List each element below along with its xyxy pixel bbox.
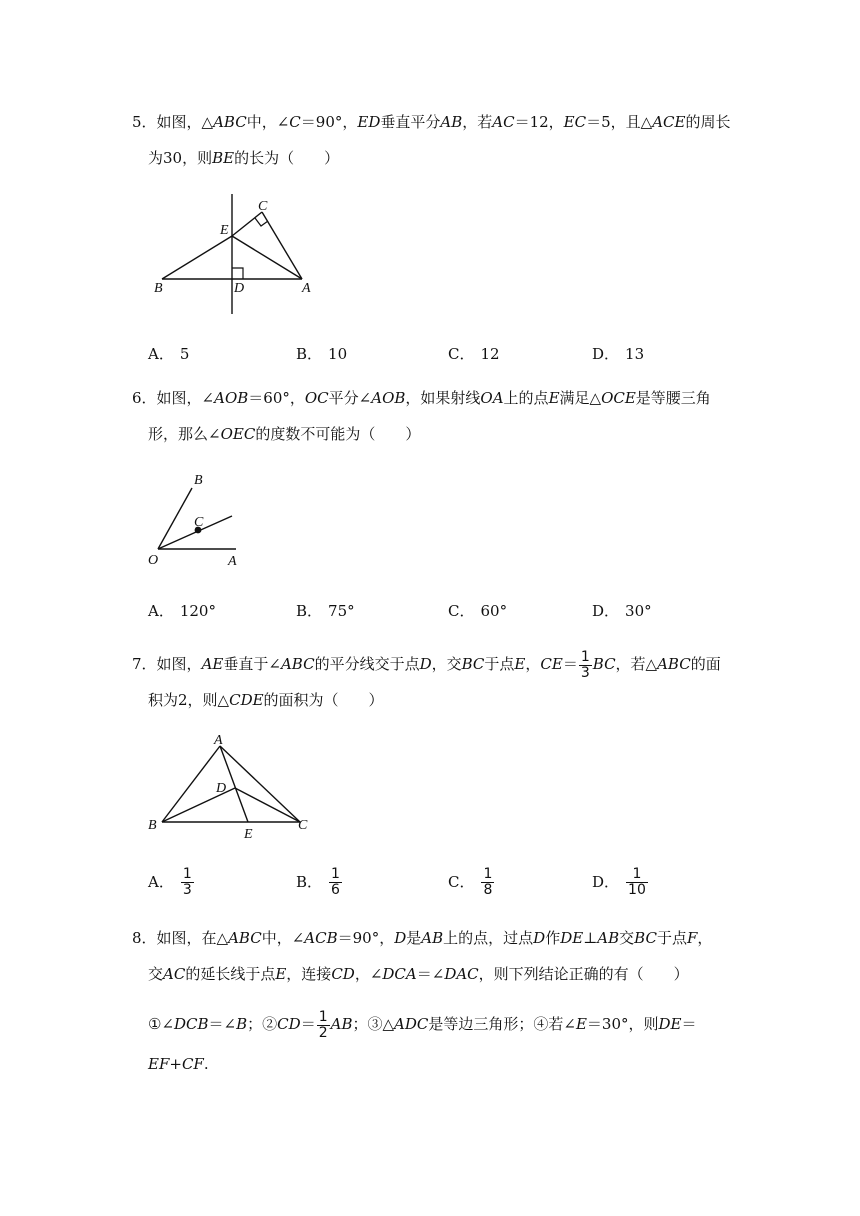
- text-segment: 10: [628, 882, 646, 898]
- text-segment: DE: [560, 929, 584, 947]
- text-segment: ＝∠: [416, 965, 445, 983]
- q6-line-2: [132, 416, 732, 452]
- text-segment: CD: [277, 1015, 301, 1033]
- text-segment: 3: [182, 882, 192, 898]
- text-segment: ，如果射线: [405, 389, 481, 407]
- text-segment: 13: [625, 345, 645, 363]
- q7-label-c: C: [298, 818, 308, 833]
- text-segment: 3: [580, 664, 590, 681]
- text-segment: E: [514, 655, 526, 673]
- text-segment: 为30，则: [148, 149, 213, 167]
- text-segment: BE: [212, 149, 235, 167]
- text-segment: 于点: [656, 929, 687, 947]
- q6-line-1: [132, 380, 732, 416]
- text-segment: 75°: [328, 602, 355, 620]
- text-segment: F: [686, 929, 698, 947]
- text-segment: 垂直平分: [380, 113, 441, 131]
- text-segment: A．: [148, 602, 174, 620]
- q7-options: [148, 864, 748, 904]
- text-segment: B．: [296, 345, 323, 363]
- q8-line-4: [148, 1044, 748, 1084]
- text-segment: 8: [132, 929, 142, 947]
- text-segment: 7: [132, 655, 142, 673]
- text-segment: 的平分线交于点: [314, 655, 420, 673]
- text-segment: 满足△: [559, 389, 602, 407]
- text-segment: ACE: [652, 113, 686, 131]
- text-segment: 形，那么∠: [148, 425, 221, 443]
- text-segment: .: [203, 1055, 209, 1073]
- text-segment: 1: [580, 648, 590, 665]
- text-segment: ．如图，△: [141, 113, 214, 131]
- q5-line-1: [132, 104, 732, 140]
- text-segment: AC: [163, 965, 186, 983]
- text-segment: 的面: [690, 655, 721, 673]
- text-segment: D: [394, 929, 407, 947]
- q6-label-a: A: [228, 554, 237, 569]
- question-8: [132, 920, 732, 992]
- text-segment: 5: [132, 113, 142, 131]
- text-segment: AB: [440, 113, 463, 131]
- text-segment: 120°: [179, 602, 216, 620]
- q6-figure: [140, 468, 260, 572]
- text-segment: ＝: [681, 1015, 697, 1033]
- text-segment: A．: [148, 872, 174, 891]
- text-segment: ，交: [431, 655, 462, 673]
- text-segment: OC: [304, 389, 329, 407]
- text-segment: ，若△: [615, 655, 658, 673]
- text-segment: 1: [626, 867, 648, 883]
- text-segment: 1: [318, 1008, 328, 1025]
- text-segment: +: [169, 1055, 182, 1073]
- text-segment: 的周长: [685, 113, 731, 131]
- text-segment: B．: [296, 602, 323, 620]
- q8-statements: [148, 1004, 748, 1084]
- text-segment: AOB: [371, 389, 406, 407]
- text-segment: B．: [296, 872, 323, 891]
- q7-option-c[interactable]: [448, 867, 495, 898]
- text-segment: D．: [592, 872, 620, 891]
- text-segment: ＝∠: [208, 1015, 237, 1033]
- text-segment: C: [289, 113, 301, 131]
- text-segment: 交: [619, 929, 635, 947]
- text-segment: 5: [179, 345, 190, 363]
- text-segment: DE: [658, 1015, 682, 1033]
- text-segment: 的度数不可能为（ ）: [255, 425, 421, 443]
- text-segment: E: [275, 965, 287, 983]
- q5-option-d[interactable]: [592, 343, 644, 364]
- text-segment: 上的点: [503, 389, 549, 407]
- text-segment: BC: [592, 655, 616, 673]
- text-segment: AC: [492, 113, 515, 131]
- text-segment: 12: [480, 345, 500, 363]
- text-segment: 的长为（ ）: [234, 149, 340, 167]
- q7-label-e: E: [244, 827, 253, 842]
- q7-option-a[interactable]: [148, 867, 195, 898]
- text-segment: C．: [448, 872, 475, 891]
- text-segment: EF: [148, 1055, 170, 1073]
- q5-line-2: [132, 140, 732, 176]
- q5-label-b: B: [154, 281, 163, 296]
- text-segment: ．如图，: [141, 655, 202, 673]
- q8-line-3: [148, 1004, 748, 1044]
- text-segment: ，若: [462, 113, 493, 131]
- q7-line-2: [132, 682, 732, 718]
- text-segment: 于点: [484, 655, 515, 673]
- q7-fraction: [579, 650, 592, 681]
- text-segment: AB: [421, 929, 444, 947]
- text-segment: BC: [461, 655, 485, 673]
- text-segment: 30°: [625, 602, 652, 620]
- text-segment: ＝90°，: [300, 113, 358, 131]
- text-segment: DAC: [444, 965, 479, 983]
- text-segment: ABC: [280, 655, 315, 673]
- text-segment: 上的点，过点: [443, 929, 534, 947]
- text-segment: 交: [148, 965, 164, 983]
- text-segment: 中，∠: [261, 929, 305, 947]
- text-segment: ，: [525, 655, 541, 673]
- text-segment: ⊥: [583, 929, 598, 947]
- text-segment: OCE: [601, 389, 636, 407]
- q5-option-c[interactable]: [448, 343, 500, 364]
- q7-option-b[interactable]: [296, 867, 343, 898]
- text-segment: 作: [545, 929, 561, 947]
- text-segment: B: [236, 1015, 248, 1033]
- text-segment: E: [575, 1015, 587, 1033]
- text-segment: BC: [634, 929, 657, 947]
- text-segment: ＝90°，: [337, 929, 395, 947]
- text-segment: 的面积为（ ）: [263, 691, 384, 709]
- q8-line-1: [132, 920, 732, 956]
- text-segment: 60°: [480, 602, 508, 620]
- text-segment: AB: [330, 1015, 353, 1033]
- q7-label-a: A: [214, 733, 223, 748]
- text-segment: 的延长线于点: [185, 965, 276, 983]
- text-segment: 中，∠: [246, 113, 290, 131]
- q6-option-c[interactable]: [448, 600, 507, 621]
- q5-option-b[interactable]: [296, 343, 347, 364]
- text-segment: EC: [563, 113, 587, 131]
- text-segment: CE: [540, 655, 563, 673]
- text-segment: 1: [182, 866, 192, 882]
- text-segment: D．: [592, 345, 620, 363]
- text-segment: OEC: [220, 425, 256, 443]
- text-segment: CF: [181, 1055, 204, 1073]
- text-segment: ，连接: [286, 965, 332, 983]
- q5-option-a[interactable]: [148, 343, 189, 364]
- text-segment: C．: [448, 602, 475, 620]
- text-segment: 8: [483, 882, 493, 898]
- text-segment: ；②: [247, 1015, 278, 1033]
- text-segment: ACB: [304, 929, 338, 947]
- q5-label-e: E: [220, 223, 229, 238]
- text-segment: ，: [697, 929, 713, 947]
- text-segment: 是: [406, 929, 422, 947]
- text-segment: ＝12，: [514, 113, 564, 131]
- text-segment: OA: [480, 389, 504, 407]
- q6-option-a[interactable]: [148, 600, 216, 621]
- text-segment: ABC: [213, 113, 247, 131]
- q7-label-d: D: [216, 781, 227, 796]
- q5-label-d: D: [234, 281, 245, 296]
- text-segment: C．: [448, 345, 475, 363]
- q5-options: [148, 343, 748, 373]
- text-segment: AOB: [214, 389, 249, 407]
- q6-option-b[interactable]: [296, 600, 355, 621]
- text-segment: ＝60°，: [248, 389, 305, 407]
- text-segment: ；③△: [352, 1015, 395, 1033]
- text-segment: ①∠: [148, 1015, 175, 1033]
- question-6: [132, 380, 732, 452]
- question-5: [132, 104, 732, 176]
- q6-options: [148, 600, 748, 630]
- q7-line-1: [132, 646, 732, 682]
- text-segment: ，∠: [354, 965, 383, 983]
- text-segment: AE: [201, 655, 224, 673]
- text-segment: ABC: [657, 655, 691, 673]
- text-segment: ABC: [228, 929, 262, 947]
- q6-label-c: C: [194, 515, 204, 530]
- text-segment: ＝30°，则: [586, 1015, 659, 1033]
- text-segment: ．如图，∠: [141, 389, 215, 407]
- text-segment: ＝5，且△: [586, 113, 653, 131]
- text-segment: 1: [331, 866, 340, 882]
- q8-line-2: [132, 956, 732, 992]
- q7-figure: [140, 734, 340, 844]
- q6-label-o: O: [148, 553, 159, 568]
- q5-figure: [140, 188, 340, 320]
- q6-label-b: B: [194, 473, 203, 488]
- text-segment: A．: [148, 345, 174, 363]
- text-segment: D．: [592, 602, 620, 620]
- text-segment: DCB: [174, 1015, 209, 1033]
- text-segment: 垂直于∠: [223, 655, 281, 673]
- q5-label-a: A: [302, 281, 311, 296]
- text-segment: ，则下列结论正确的有（ ）: [478, 965, 689, 983]
- text-segment: 10: [328, 345, 348, 363]
- q8-fraction: [317, 1010, 330, 1041]
- text-segment: ．如图，在△: [141, 929, 229, 947]
- text-segment: D: [419, 655, 432, 673]
- text-segment: 平分∠: [328, 389, 372, 407]
- question-7: [132, 646, 732, 718]
- text-segment: 积为2，则△: [148, 691, 230, 709]
- text-segment: 是等腰三角: [635, 389, 711, 407]
- text-segment: DCA: [382, 965, 417, 983]
- text-segment: 6: [331, 882, 340, 898]
- text-segment: ED: [357, 113, 381, 131]
- q7-label-b: B: [148, 818, 157, 833]
- text-segment: CD: [331, 965, 355, 983]
- text-segment: 1: [483, 866, 493, 882]
- text-segment: ＝: [562, 655, 578, 673]
- text-segment: 6: [132, 389, 142, 407]
- text-segment: 2: [318, 1024, 328, 1041]
- text-segment: AB: [597, 929, 620, 947]
- text-segment: CDE: [229, 691, 264, 709]
- text-segment: D: [533, 929, 546, 947]
- text-segment: 是等边三角形；④若∠: [428, 1015, 576, 1033]
- q5-label-c: C: [258, 199, 268, 214]
- text-segment: ADC: [394, 1015, 429, 1033]
- q6-option-d[interactable]: [592, 600, 652, 621]
- text-segment: ＝: [300, 1015, 316, 1033]
- text-segment: E: [548, 389, 560, 407]
- q7-option-d[interactable]: [592, 867, 649, 898]
